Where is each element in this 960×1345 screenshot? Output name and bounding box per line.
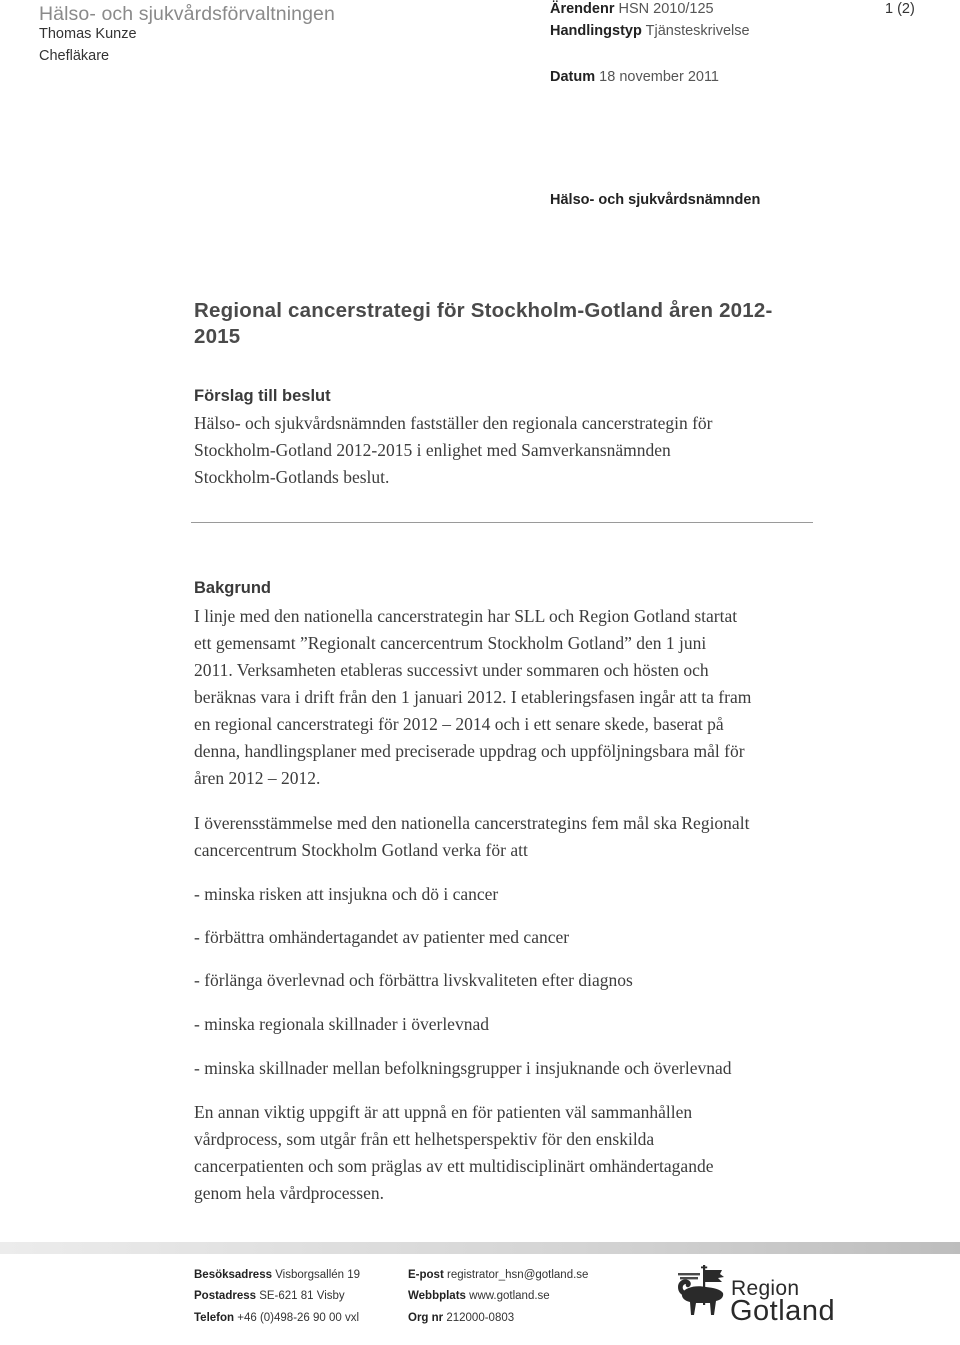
footer-visit-address xyxy=(194,1269,360,1281)
footer-web-label: Webbplats xyxy=(408,1290,466,1302)
recipient: Hälso- och sjukvårdsnämnden xyxy=(550,192,761,208)
proposal-heading: Förslag till beslut xyxy=(194,387,331,405)
footer-visit-label: Besöksadress xyxy=(194,1269,272,1281)
closing-line: vårdprocess, som utgår från ett helhetsperspektiv för den enskilda xyxy=(194,1129,655,1149)
goal-item: - minska risken att insjukna och dö i cancer xyxy=(194,884,499,904)
background-line: beräknas vara i drift från den 1 januari 2012. I etableringsfasen ingår att ta fram xyxy=(194,687,752,707)
proposal-text xyxy=(194,410,814,491)
ram-emblem-icon xyxy=(678,1265,724,1315)
document-title: Regional cancerstrategi för Stockholm-Gotland åren 2012-2015 xyxy=(194,299,773,348)
footer-phone-value: +46 (0)498-26 90 00 vxl xyxy=(237,1312,360,1324)
goal-item: - minska regionala skillnader i överlevnad xyxy=(194,1014,489,1034)
footer-org-value: 212000-0803 xyxy=(446,1312,515,1324)
background-text xyxy=(194,603,814,792)
goal-item: - förlänga överlevnad och förbättra livskvaliteten efter diagnos xyxy=(194,970,633,990)
document-type-label: Handlingstyp xyxy=(550,23,642,39)
case-number-value: HSN 2010/125 xyxy=(618,1,714,17)
closing-line: genom hela vårdprocessen. xyxy=(194,1183,384,1203)
footer-org-label: Org nr xyxy=(408,1312,444,1324)
document-date-value: 18 november 2011 xyxy=(599,69,720,85)
page-number: 1 (2) xyxy=(885,1,915,17)
agreement-line: cancercentrum Stockholm Gotland verka för att xyxy=(194,840,528,860)
case-number-label: Ärendenr xyxy=(550,1,615,17)
closing-text xyxy=(194,1099,814,1207)
background-line: I linje med den nationella cancerstrategin har SLL och Region Gotland startat xyxy=(194,606,738,626)
footer-post-value: SE-621 81 Visby xyxy=(259,1290,345,1302)
document-type xyxy=(550,23,750,39)
organization-name: Hälso- och sjukvårdsförvaltningen xyxy=(39,3,335,25)
background-line: åren 2012 – 2012. xyxy=(194,768,321,788)
footer-web-value[interactable]: www.gotland.se xyxy=(469,1290,550,1302)
agreement-line: I överensstämmelse med den nationella cancerstrategins fem mål ska Regionalt xyxy=(194,813,750,833)
proposal-line: Stockholm-Gotland 2012-2015 i enlighet med Samverkansnämnden xyxy=(194,440,671,460)
footer-email-label: E-post xyxy=(408,1269,444,1281)
section-divider xyxy=(191,522,813,523)
closing-line: cancerpatienten och som präglas av ett multidisciplinärt omhändertagande xyxy=(194,1156,714,1176)
proposal-line: Hälso- och sjukvårdsnämnden fastställer den regionala cancerstrategin för xyxy=(194,413,713,433)
document-date xyxy=(550,69,719,85)
footer-band xyxy=(0,1242,960,1254)
case-number xyxy=(550,1,714,17)
logo-text-region: Region xyxy=(731,1277,800,1300)
footer-org-number xyxy=(408,1312,514,1324)
background-line: ett gemensamt ”Regionalt cancercentrum Stockholm Gotland” den 1 juni xyxy=(194,633,707,653)
goal-item: - förbättra omhändertagandet av patienter med cancer xyxy=(194,927,570,947)
footer-email xyxy=(408,1269,588,1281)
document-type-value: Tjänsteskrivelse xyxy=(645,23,750,39)
document-date-label: Datum xyxy=(550,69,596,85)
goal-item: - minska skillnader mellan befolkningsgrupper i insjuknande och överlevnad xyxy=(194,1058,732,1078)
footer-email-value[interactable]: registrator_hsn@gotland.se xyxy=(446,1269,589,1281)
background-line: denna, handlingsplaner med preciserade uppdrag och uppföljningsbara mål för xyxy=(194,741,745,761)
background-line: en regional cancerstrategi för 2012 – 2014 och i ett senare skede, baserat på xyxy=(194,714,724,734)
logo-text-gotland: Gotland xyxy=(730,1295,836,1327)
background-line: 2011. Verksamheten etableras successivt under sommaren och hösten och xyxy=(194,660,709,680)
agreement-text xyxy=(194,810,814,864)
footer-phone-label: Telefon xyxy=(194,1312,235,1324)
footer-post-label: Postadress xyxy=(194,1290,257,1302)
footer-visit-value: Visborgsallén 19 xyxy=(275,1269,361,1281)
footer-postal-address xyxy=(194,1290,345,1302)
background-heading: Bakgrund xyxy=(194,579,272,597)
footer-website xyxy=(408,1290,550,1302)
footer-phone xyxy=(194,1312,359,1324)
author-title: Chefläkare xyxy=(39,48,110,64)
proposal-line: Stockholm-Gotlands beslut. xyxy=(194,467,390,487)
author-name: Thomas Kunze xyxy=(39,26,137,42)
closing-line: En annan viktig uppgift är att uppnå en för patienten väl sammanhållen xyxy=(194,1102,693,1122)
